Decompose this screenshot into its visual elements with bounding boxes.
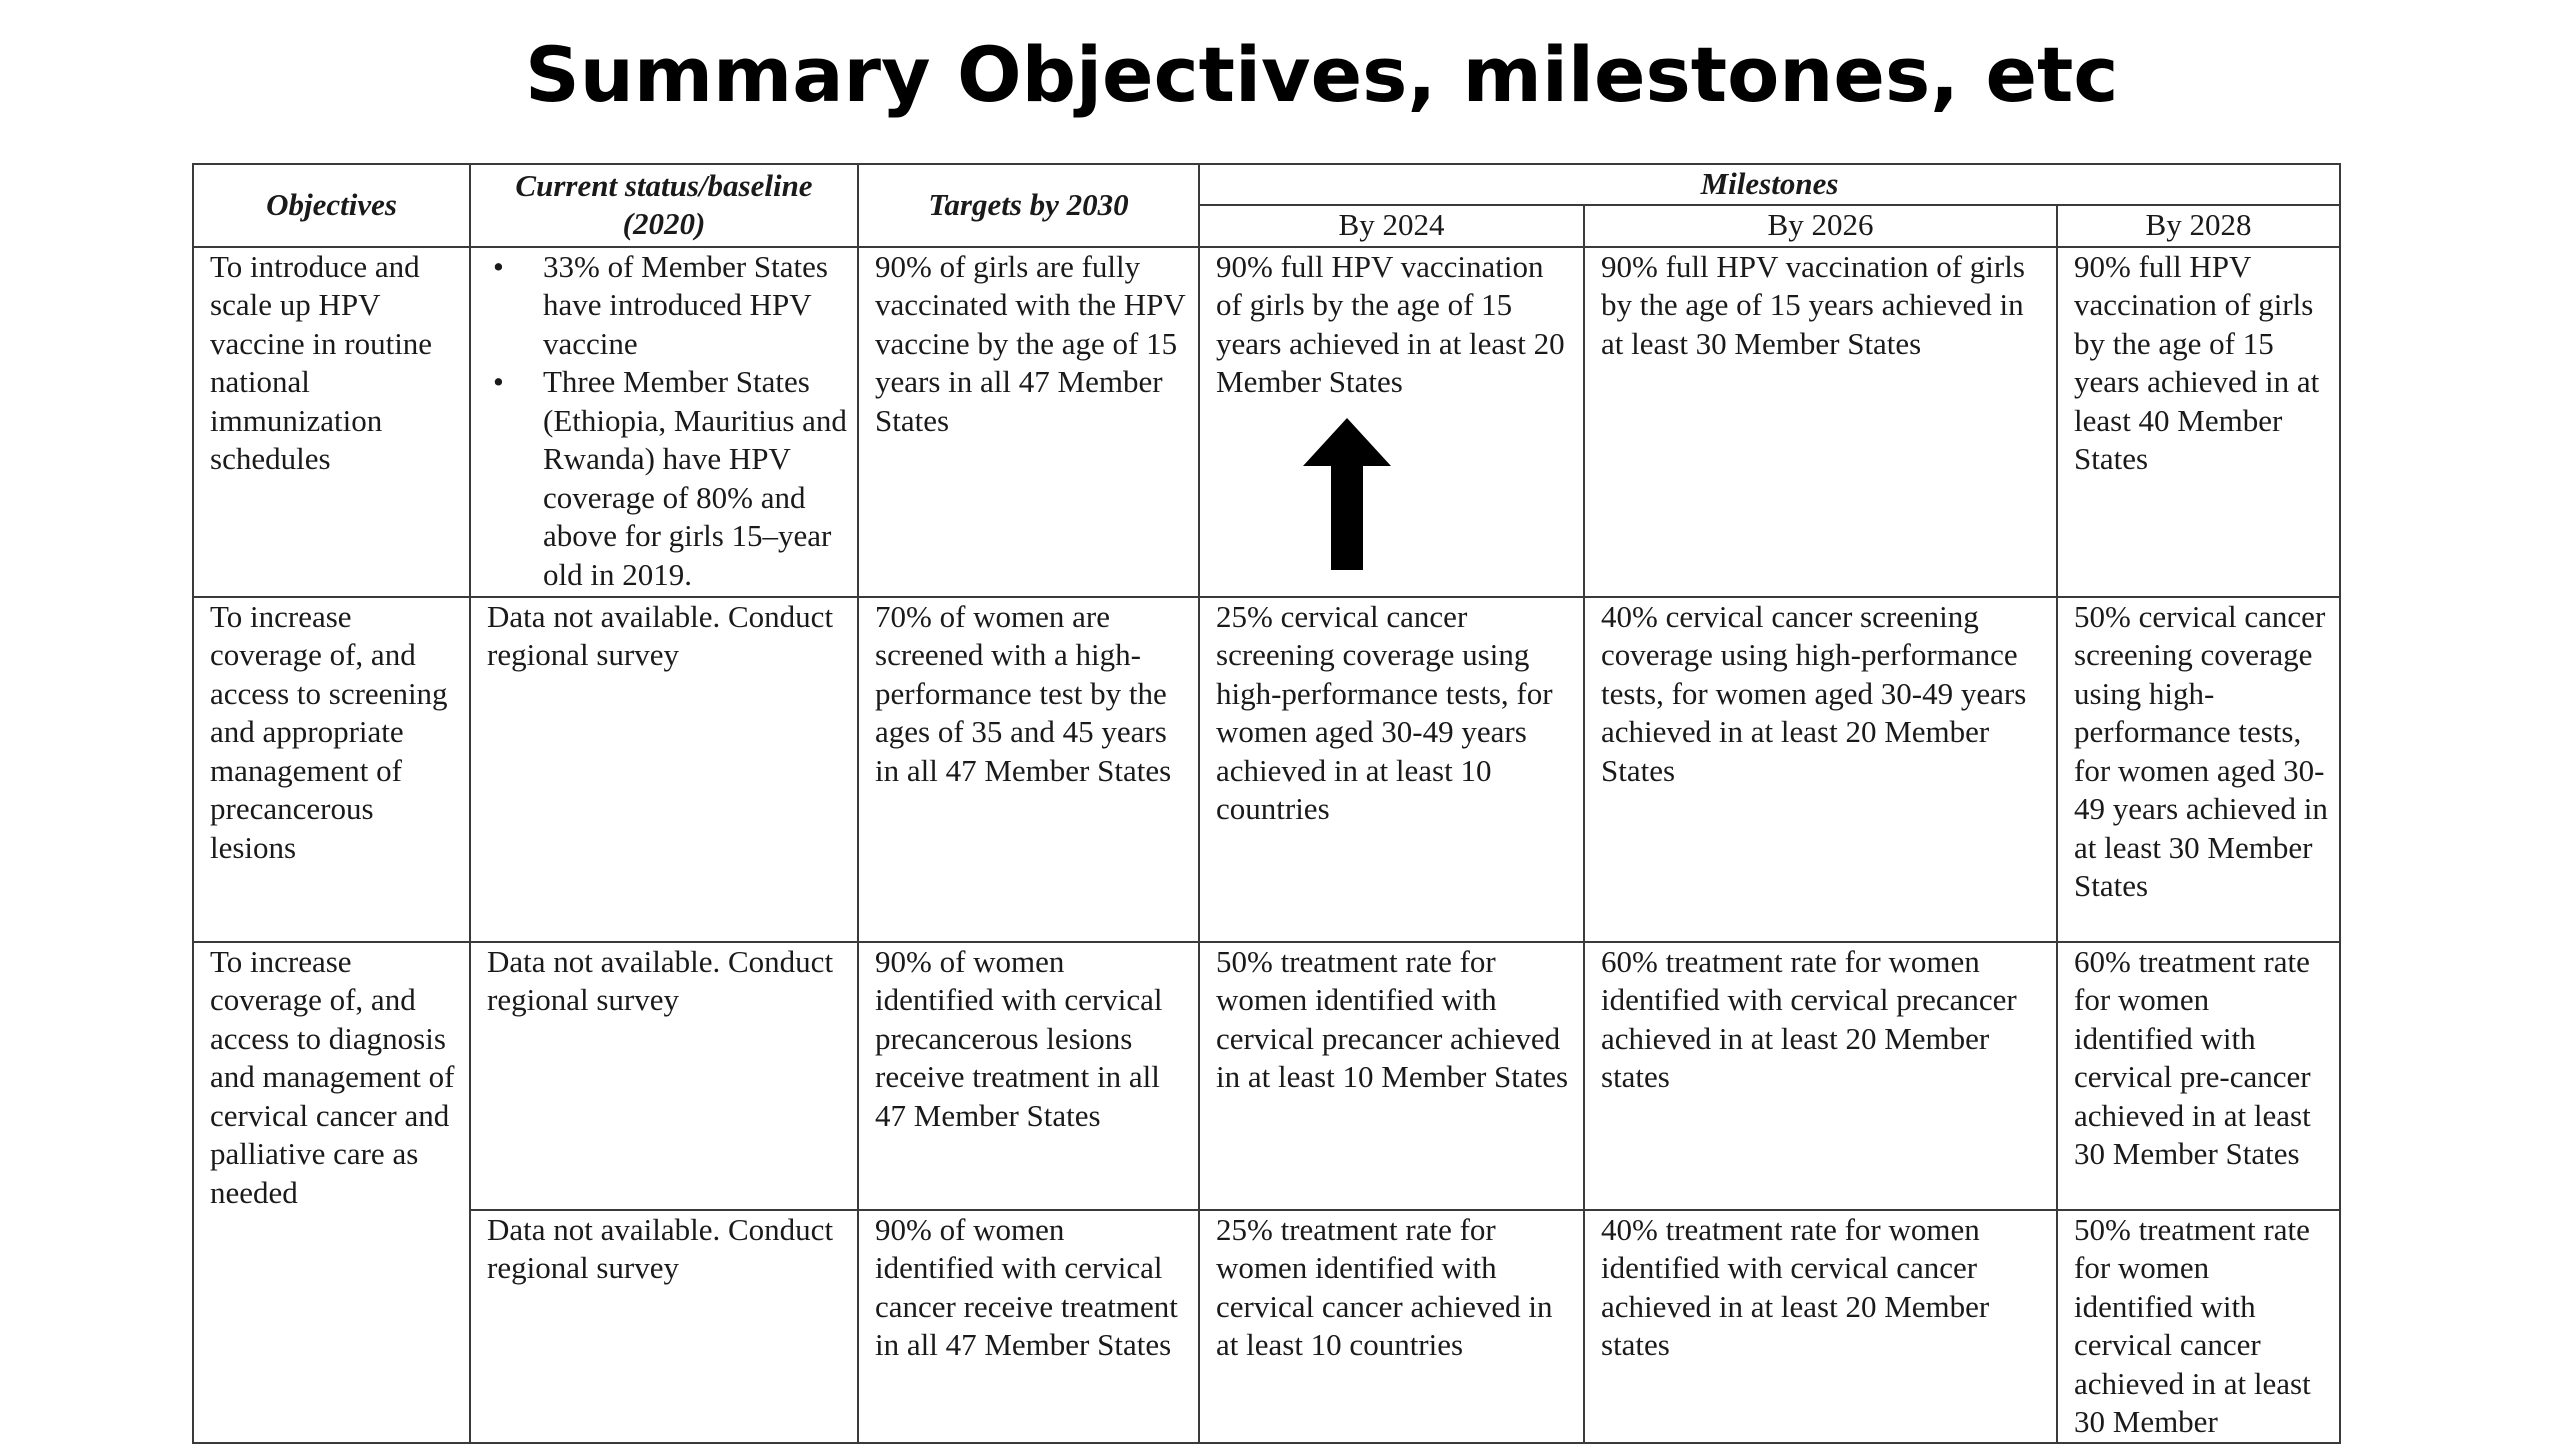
header-by-2026: By 2026 bbox=[1584, 205, 2057, 247]
milestone-2024-cell: 90% full HPV vaccination of girls by the age of 15 years achieved in at least 20 Member States bbox=[1199, 247, 1584, 597]
header-by-2024: By 2024 bbox=[1199, 205, 1584, 247]
milestone-2026-cell: 60% treatment rate for women identified with cervical precancer achieved in at least 20 Member states bbox=[1584, 942, 2057, 1210]
header-targets: Targets by 2030 bbox=[858, 164, 1199, 247]
arrow-up-shape bbox=[1303, 418, 1391, 570]
objectives-table bbox=[192, 163, 2341, 1444]
header-objectives: Objectives bbox=[193, 164, 470, 247]
header-by-2028: By 2028 bbox=[2057, 205, 2340, 247]
baseline-cell: Data not available. Conduct regional survey bbox=[470, 1210, 858, 1443]
header-milestones: Milestones bbox=[1199, 164, 2340, 205]
baseline-bullet: • 33% of Member States have introduced HPV vaccine bbox=[487, 248, 847, 364]
milestone-2028-cell: 90% full HPV vaccination of girls by the age of 15 years achieved in at least 40 Member States bbox=[2057, 247, 2340, 597]
table-row bbox=[193, 597, 2340, 942]
table-row bbox=[193, 942, 2340, 1210]
header-baseline: Current status/baseline (2020) bbox=[470, 164, 858, 247]
baseline-cell: Data not available. Conduct regional survey bbox=[470, 597, 858, 942]
target-cell: 70% of women are screened with a high-performance test by the ages of 35 and 45 years in all 47 Member States bbox=[858, 597, 1199, 942]
baseline-cell bbox=[470, 247, 858, 597]
objective-cell: To increase coverage of, and access to diagnosis and management of cervical cancer and palliative care as needed bbox=[193, 942, 470, 1443]
baseline-bullet: • Three Member States (Ethiopia, Mauritius and Rwanda) have HPV coverage of 80% and above for girls 15–year old in 2019. bbox=[487, 363, 847, 594]
baseline-list bbox=[487, 248, 847, 595]
milestone-2028-cell: 50% treatment rate for women identified with cervical cancer achieved in at least 30 Member bbox=[2057, 1210, 2340, 1443]
header-row bbox=[193, 164, 2340, 205]
milestone-2028-cell: 60% treatment rate for women identified with cervical pre-cancer achieved in at least 30 Member States bbox=[2057, 942, 2340, 1210]
target-cell: 90% of women identified with cervical precancerous lesions receive treatment in all 47 Member States bbox=[858, 942, 1199, 1210]
milestone-2024-cell: 25% treatment rate for women identified with cervical cancer achieved in at least 10 countries bbox=[1199, 1210, 1584, 1443]
target-cell: 90% of women identified with cervical cancer receive treatment in all 47 Member States bbox=[858, 1210, 1199, 1443]
objective-cell: To increase coverage of, and access to screening and appropriate management of precancerous lesions bbox=[193, 597, 470, 942]
milestone-2026-cell: 40% treatment rate for women identified with cervical cancer achieved in at least 20 Member states bbox=[1584, 1210, 2057, 1443]
table-row bbox=[193, 247, 2340, 597]
objective-cell: To introduce and scale up HPV vaccine in routine national immunization schedules bbox=[193, 247, 470, 597]
baseline-cell: Data not available. Conduct regional survey bbox=[470, 942, 858, 1210]
target-cell: 90% of girls are fully vaccinated with the HPV vaccine by the age of 15 years in all 47 Member States bbox=[858, 247, 1199, 597]
arrow-up-icon bbox=[1303, 418, 1391, 570]
milestone-2024-cell: 50% treatment rate for women identified with cervical precancer achieved in at least 10 Member States bbox=[1199, 942, 1584, 1210]
milestone-2024-cell: 25% cervical cancer screening coverage using high-performance tests, for women aged 30-49 years achieved in at least 10 countries bbox=[1199, 597, 1584, 942]
table-row bbox=[193, 1210, 2340, 1443]
milestone-2026-cell: 90% full HPV vaccination of girls by the age of 15 years achieved in at least 30 Member States bbox=[1584, 247, 2057, 597]
slide-title: Summary Objectives, milestones, etc bbox=[525, 30, 2119, 119]
milestone-2026-cell: 40% cervical cancer screening coverage using high-performance tests, for women aged 30-49 years achieved in at least 20 Member States bbox=[1584, 597, 2057, 942]
milestone-2028-cell: 50% cervical cancer screening coverage using high-performance tests, for women aged 30-49 years achieved in at least 30 Member States bbox=[2057, 597, 2340, 942]
